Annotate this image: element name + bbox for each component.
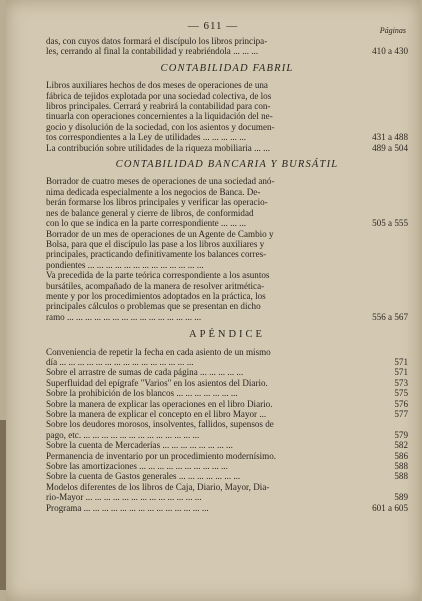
toc-entry-line [46,492,408,502]
toc-entry-line [46,260,408,270]
entry-text: Sobre el arrastre de sumas de cada página ... ... ... ... ... [46,367,244,378]
section-heading: CONTABILIDAD BANCARIA Y BURSÁTIL [115,159,339,171]
section-heading: CONTABILIDAD FABRIL [160,62,294,74]
entry-pages: 586 [394,450,408,461]
entry-pages: 588 [394,471,408,482]
entry-text: libros principales. Cerrará y reabrirá la contabilidad para con- [46,101,271,112]
entry-pages: 579 [394,429,408,440]
toc-entry-line [46,451,408,461]
toc-entry-line [46,367,408,377]
entry-text: rio-Mayor ... ... ... ... ... ... ... ... ... ... ... ... ... [46,492,202,503]
toc-entry-line [46,419,408,429]
entry-text: pago, etc. ... ... ... ... ... ... ... ... ... ... ... ... ... [46,429,200,440]
entry-text: Permanencia de inventario por un procedimiento modernísimo. [46,450,277,461]
entry-text: Sobre los deudores morosos, insolventes, fallidos, supensos de [46,419,274,430]
toc-entry-line [46,430,408,440]
entry-pages: 571 [394,356,408,367]
entry-text: Sobre la cuenta de Mercaderías ... ... ... ... ... ... ... ... [46,440,233,451]
entry-text: con lo que se indica en la parte correspondiente ... ... ... [46,218,246,229]
entry-pages: 556 a 567 [372,311,408,322]
toc-entry-line [46,197,408,207]
toc-entry-line [46,208,408,218]
toc-entry-line [46,132,408,142]
entry-text: berán formarse los libros principales y verificar las operacio- [46,197,268,208]
toc-entry-line [46,101,408,111]
entry-text: tos correspondientes a la Ley de utilidades ... ... ... ... ... [46,132,247,143]
toc-entry-line [46,46,408,56]
toc-entry-line [46,176,408,186]
toc-entry-line [46,249,408,259]
entry-text: Sobre las amortizaciones ... ... ... ... ... ... ... ... ... ... [46,461,228,472]
entry-text: das, con cuyos datos formará el discípulo los libros principa- [46,36,268,46]
entry-text: Sobre la cuenta de Gastos generales ... ... ... ... ... ... ... [46,471,241,482]
toc-entry-line [46,229,408,239]
toc-entry-line [46,357,408,367]
toc-entry-line [46,122,408,132]
toc-entry-line [46,301,408,311]
toc-entry-line [46,291,408,301]
entry-text: ramo ... ... ... ... ... ... ... ... ... ... ... ... ... ... ... [46,311,202,322]
toc-sections [46,64,408,322]
entry-text: Conveniencia de repetir la fecha en cada asiento de un mismo [46,346,271,357]
toc-entry-line [46,409,408,419]
toc-entry-line [46,399,408,409]
appendix-entries [46,347,408,514]
entry-pages: 575 [394,388,408,399]
toc-entry-line [46,347,408,357]
entry-text: nima dedicada especialmente a los negocios de Banca. De- [46,186,261,197]
toc-entry-line [46,239,408,249]
toc-entry-line [46,503,408,513]
entry-text: Modelos diferentes de los libros de Caja, Diario, Mayor, Dia- [46,481,270,492]
entry-text: Bolsa, para que el discípulo las pase a los libros auxiliares y [46,238,265,249]
entry-text: La contribución sobre utilidades de la riqueza mobiliaria ... ... [46,142,270,153]
entry-text: Programa ... ... ... ... ... ... ... ... ... ... ... ... ... ... [46,502,209,513]
entry-pages: 588 [394,461,408,472]
pages-column-label: Páginas [379,26,406,35]
entry-text: nes de balance general y cierre de libros, de conformidad [46,207,254,218]
entry-text: Borrador de cuatro meses de operaciones de una sociedad anó- [46,176,275,187]
entry-text: pondientes ... ... ... ... ... ... ... ... ... ... ... ... ... [46,259,204,270]
entry-pages: 589 [394,492,408,503]
entry-text: mente y por los procedimientos adoptados en la práctica, los [46,290,266,301]
toc-entry-line [46,440,408,450]
entry-text: Sobre la prohibición de los blancos ... ... ... ... ... ... ... [46,388,238,399]
entry-pages: 582 [394,440,408,451]
entry-text: principales, practicando definitivamente los balances corres- [46,249,267,260]
table-of-contents [46,36,408,513]
entry-pages: 489 a 504 [372,142,408,153]
toc-entry-line [46,187,408,197]
entry-pages: 577 [394,409,408,419]
entry-pages: 573 [394,377,408,388]
entry-text: Sobre la manera de explicar el concepto en el libro Mayor ... [46,409,267,419]
entry-pages: 571 [394,367,408,378]
entry-pages: 505 a 555 [372,218,408,229]
toc-entry-line [46,91,408,101]
page-number: — 611 — [187,20,239,32]
toc-entry-line [46,388,408,398]
toc-entry-line [46,471,408,481]
entry-text: bursátiles, acompañado de la manera de resolver aritmética- [46,280,265,291]
toc-entry-line [46,111,408,121]
entry-text: Sobre la manera de explicar las operaciones en el libro Diario. [46,398,273,409]
toc-entry-line [46,36,408,46]
entry-pages: 576 [394,398,408,409]
toc-entry-line [46,378,408,388]
entry-text: gocio y disolución de la sociedad, con los asientos y documen- [46,121,275,132]
entry-pages: 601 a 605 [372,502,408,513]
toc-entry-line [46,218,408,228]
book-page [6,0,420,601]
entry-text: principales cálculos o problemas que se presentan en dicho [46,301,261,312]
entry-pages: 410 a 430 [372,46,408,57]
entry-text: día ... ... ... ... ... ... ... ... ... ... ... ... ... ... ... [46,356,194,367]
entry-text: les, cerrando al final la contabilidad y reabriéndola ... ... ... [46,46,259,57]
appendix-heading: APÉNDICE [189,329,265,341]
entry-text: tinuarla con operaciones concernientes a la liquidación del ne- [46,111,273,122]
toc-entry-line [46,482,408,492]
entry-text: Borrador de un mes de operaciones de un Agente de Cambio y [46,228,274,239]
entry-text: Libros auxiliares hechos de dos meses de operaciones de una [46,80,268,91]
intro-entry [46,36,408,57]
entry-pages: 431 a 488 [372,132,408,143]
toc-entry-line [46,80,408,90]
entry-text: fábrica de tejidos explotada por una sociedad colectiva, de los [46,90,272,101]
toc-entry-line [46,143,408,153]
toc-entry-line [46,270,408,280]
entry-text: Superfluidad del epígrafe "Varios" en los asientos del Diario. [46,377,268,388]
toc-entry-line [46,461,408,471]
entry-text: Va precedida de la parte teórica correspondiente a los asuntos [46,270,270,281]
toc-entry-line [46,312,408,322]
toc-entry-line [46,281,408,291]
